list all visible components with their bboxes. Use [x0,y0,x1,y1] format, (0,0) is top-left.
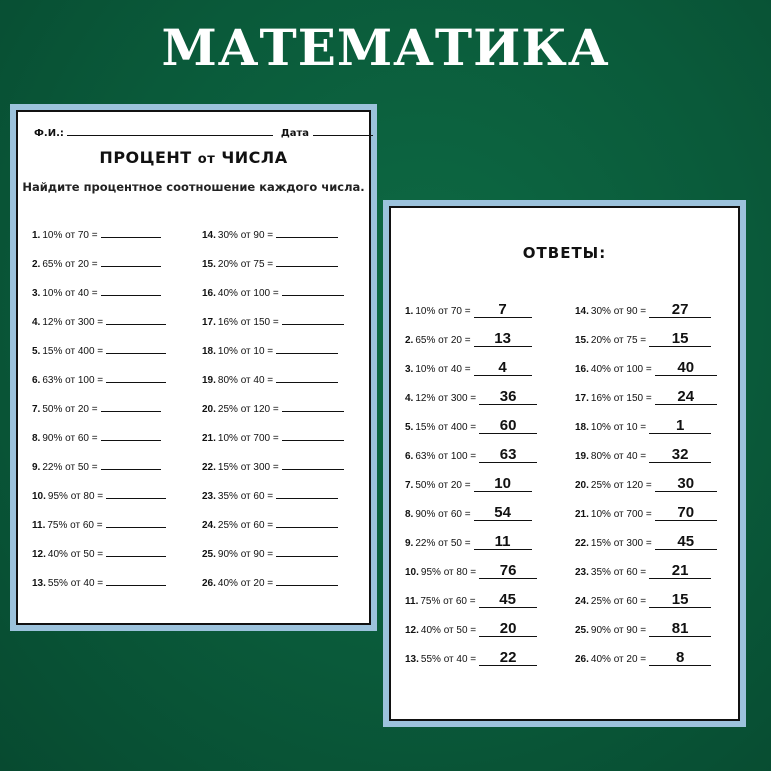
answer-problem-text: 30% от 90 = [590,306,647,317]
answer-blank [282,458,344,470]
answer-number: 16. [575,364,589,375]
problem-text: 15% от 400 = [42,346,104,357]
answer-blank [101,284,161,296]
answer-item [575,505,717,521]
answer-value: 45 [479,592,537,608]
answer-item [575,476,717,492]
answer-number: 10. [405,567,419,578]
problem-number: 11. [32,520,46,531]
answer-blank [106,516,166,528]
problem-number: 14. [202,230,216,241]
answer-item [575,389,717,405]
problem-text: 20% от 75 = [217,259,274,270]
answer-item [405,534,532,550]
answer-value: 81 [649,621,711,637]
answer-item [575,302,711,318]
problem-text: 90% от 90 = [217,549,274,560]
answer-blank [106,545,166,557]
problem-text: 30% от 90 = [217,230,274,241]
answer-item [575,534,717,550]
answer-problem-text: 40% от 50 = [420,625,477,636]
answer-item [575,447,711,463]
problem-number: 17. [202,317,216,328]
problem-number: 10. [32,491,46,502]
problem-number: 7. [32,404,41,415]
answer-blank [106,574,166,586]
answer-number: 14. [575,306,589,317]
answer-blank [101,400,161,412]
answer-value: 36 [479,389,537,405]
problem-text: 22% от 50 = [42,462,98,473]
problem-number: 4. [32,317,41,328]
answer-blank [101,429,161,441]
answer-value: 15 [649,331,711,347]
answer-item [405,650,537,666]
problem-number: 3. [32,288,41,299]
answer-number: 6. [405,451,414,462]
problem-text: 10% от 700 = [217,433,279,444]
answer-blank [106,371,166,383]
answer-value: 24 [655,389,717,405]
problem-number: 20. [202,404,216,415]
worksheet-heading [18,148,369,167]
problem-text: 25% от 120 = [217,404,279,415]
answer-number: 15. [575,335,589,346]
answer-value: 54 [474,505,532,521]
answer-problem-text: 80% от 40 = [590,451,647,462]
answer-number: 20. [575,480,589,491]
answer-value: 20 [479,621,537,637]
problem-number: 26. [202,578,216,589]
worksheet-problem [32,458,161,473]
worksheet-problem [32,371,166,386]
problem-number: 24. [202,520,216,531]
answer-number: 24. [575,596,589,607]
answer-problem-text: 12% от 300 = [415,393,477,404]
answer-problem-text: 22% от 50 = [415,538,471,549]
worksheet-problem [32,284,161,299]
answer-blank [276,226,338,238]
answer-problem-text: 75% от 60 = [420,596,476,607]
problem-text: 50% от 20 = [42,404,98,415]
worksheet-header [34,126,353,139]
answer-item [575,360,717,376]
answer-blank [101,255,161,267]
answers-card [383,200,746,727]
name-label: Ф.И.: [34,128,64,139]
answer-value: 45 [655,534,717,550]
problem-text: 63% от 100 = [42,375,104,386]
answer-problem-text: 10% от 10 = [590,422,647,433]
problem-text: 95% от 80 = [47,491,104,502]
problem-number: 16. [202,288,216,299]
worksheet-problem [32,255,161,270]
answer-item [575,331,711,347]
answer-blank [276,255,338,267]
problem-text: 12% от 300 = [42,317,104,328]
answer-blank [282,284,344,296]
answer-item [405,621,537,637]
answer-number: 18. [575,422,589,433]
problem-number: 25. [202,549,216,560]
problem-number: 2. [32,259,41,270]
problem-number: 9. [32,462,41,473]
date-label: Дата [280,128,310,139]
worksheet-problem [32,400,161,415]
answer-value: 10 [474,476,532,492]
answer-number: 2. [405,335,414,346]
problem-number: 6. [32,375,41,386]
answer-number: 3. [405,364,414,375]
worksheet-problem [32,545,166,560]
problem-text: 55% от 40 = [47,578,104,589]
answer-item [405,331,532,347]
answer-value: 1 [649,418,711,434]
worksheet-card [10,104,377,631]
problem-text: 10% от 10 = [217,346,274,357]
heading-word-1: ПРОЦЕНТ [99,148,192,167]
answer-number: 7. [405,480,414,491]
answer-blank [282,400,344,412]
problem-text: 35% от 60 = [217,491,274,502]
answer-item [405,505,532,521]
problem-text: 80% от 40 = [217,375,274,386]
answer-blank [101,226,161,238]
problem-number: 8. [32,433,41,444]
answer-blank [276,487,338,499]
worksheet-problem [202,458,344,473]
answer-value: 30 [655,476,717,492]
worksheet-problem [202,545,338,560]
answer-number: 17. [575,393,589,404]
answer-value: 22 [479,650,537,666]
worksheet-problem [32,429,161,444]
answer-problem-text: 55% от 40 = [420,654,477,665]
answer-blank [282,429,344,441]
worksheet-problem [202,255,338,270]
problem-text: 75% от 60 = [47,520,103,531]
worksheet-problem [202,429,344,444]
worksheet-problem [202,371,338,386]
answer-number: 13. [405,654,419,665]
answer-item [405,563,537,579]
answer-number: 4. [405,393,414,404]
answer-number: 11. [405,596,419,607]
answer-number: 12. [405,625,419,636]
problem-number: 5. [32,346,41,357]
answer-value: 13 [474,331,532,347]
problem-text: 25% от 60 = [217,520,274,531]
worksheet-problem [32,313,166,328]
answer-problem-text: 40% от 100 = [590,364,652,375]
answer-problem-text: 16% от 150 = [590,393,652,404]
answer-problem-text: 15% от 400 = [415,422,477,433]
answer-item [405,447,537,463]
answer-problem-text: 25% от 60 = [590,596,647,607]
answer-number: 19. [575,451,589,462]
worksheet-problem [32,574,166,589]
worksheet-problem [202,400,344,415]
heading-word-3: ЧИСЛА [221,148,288,167]
worksheet-problem [202,487,338,502]
answer-problem-text: 65% от 20 = [415,335,471,346]
answer-blank [101,458,161,470]
page-title: МАТЕМАТИКА [161,18,610,77]
worksheet-problem [202,574,338,589]
heading-word-2: от [197,152,216,167]
problem-number: 15. [202,259,216,270]
answer-item [405,389,537,405]
worksheet-problem [32,487,166,502]
problem-number: 13. [32,578,46,589]
problem-text: 10% от 40 = [42,288,98,299]
worksheet-problem [32,516,166,531]
problem-number: 1. [32,230,41,241]
problem-text: 10% от 70 = [42,230,98,241]
answer-number: 5. [405,422,414,433]
answer-item [575,563,711,579]
answer-number: 23. [575,567,589,578]
answer-number: 25. [575,625,589,636]
answer-problem-text: 90% от 60 = [415,509,471,520]
answer-item [405,418,537,434]
worksheet-paper [16,110,371,625]
answer-blank [276,371,338,383]
answer-blank [106,342,166,354]
worksheet-problem [32,342,166,357]
answer-item [405,360,532,376]
answer-blank [282,313,344,325]
answer-number: 22. [575,538,589,549]
answer-blank [276,545,338,557]
worksheet-problem [202,226,338,241]
answer-value: 76 [479,563,537,579]
answer-blank [276,516,338,528]
answer-number: 21. [575,509,589,520]
date-blank [313,126,373,136]
answer-problem-text: 10% от 40 = [415,364,471,375]
problem-number: 19. [202,375,216,386]
answer-blank [106,313,166,325]
answer-item [405,302,532,318]
answer-value: 32 [649,447,711,463]
problem-number: 12. [32,549,46,560]
problem-text: 40% от 100 = [217,288,279,299]
problem-number: 22. [202,462,216,473]
answer-value: 7 [474,302,532,318]
problem-text: 65% от 20 = [42,259,98,270]
problem-text: 40% от 50 = [47,549,104,560]
answer-problem-text: 20% от 75 = [590,335,647,346]
answer-item [575,650,711,666]
answer-problem-text: 25% от 120 = [590,480,652,491]
answer-problem-text: 63% от 100 = [415,451,477,462]
answers-heading: ОТВЕТЫ: [522,244,607,262]
answer-blank [276,342,338,354]
answer-number: 9. [405,538,414,549]
problem-text: 16% от 150 = [217,317,279,328]
worksheet-instruction: Найдите процентное соотношение каждого числа. [22,180,365,194]
answer-value: 11 [474,534,532,550]
answer-blank [276,574,338,586]
answer-value: 4 [474,360,532,376]
answer-value: 27 [649,302,711,318]
answer-value: 8 [649,650,711,666]
answer-value: 70 [655,505,717,521]
answer-problem-text: 10% от 700 = [590,509,652,520]
answer-item [575,621,711,637]
answer-item [575,418,711,434]
answers-paper [389,206,740,721]
answer-value: 63 [479,447,537,463]
answer-number: 26. [575,654,589,665]
answer-problem-text: 40% от 20 = [590,654,647,665]
problem-text: 40% от 20 = [217,578,274,589]
problem-number: 21. [202,433,216,444]
problem-number: 18. [202,346,216,357]
worksheet-problem [202,342,338,357]
answer-number: 1. [405,306,414,317]
answer-problem-text: 90% от 90 = [590,625,647,636]
worksheet-problem [202,284,344,299]
problem-text: 90% от 60 = [42,433,98,444]
answer-item [405,476,532,492]
name-blank [67,126,273,136]
worksheet-problem [32,226,161,241]
answer-problem-text: 50% от 20 = [415,480,471,491]
problem-text: 15% от 300 = [217,462,279,473]
worksheet-problem [202,516,338,531]
answer-problem-text: 35% от 60 = [590,567,647,578]
answer-problem-text: 95% от 80 = [420,567,477,578]
worksheet-problem [202,313,344,328]
answer-value: 15 [649,592,711,608]
answer-value: 60 [479,418,537,434]
answer-number: 8. [405,509,414,520]
answer-blank [106,487,166,499]
answer-problem-text: 10% от 70 = [415,306,471,317]
answer-problem-text: 15% от 300 = [590,538,652,549]
answer-value: 21 [649,563,711,579]
problem-number: 23. [202,491,216,502]
answer-item [575,592,711,608]
answer-item [405,592,537,608]
answer-value: 40 [655,360,717,376]
